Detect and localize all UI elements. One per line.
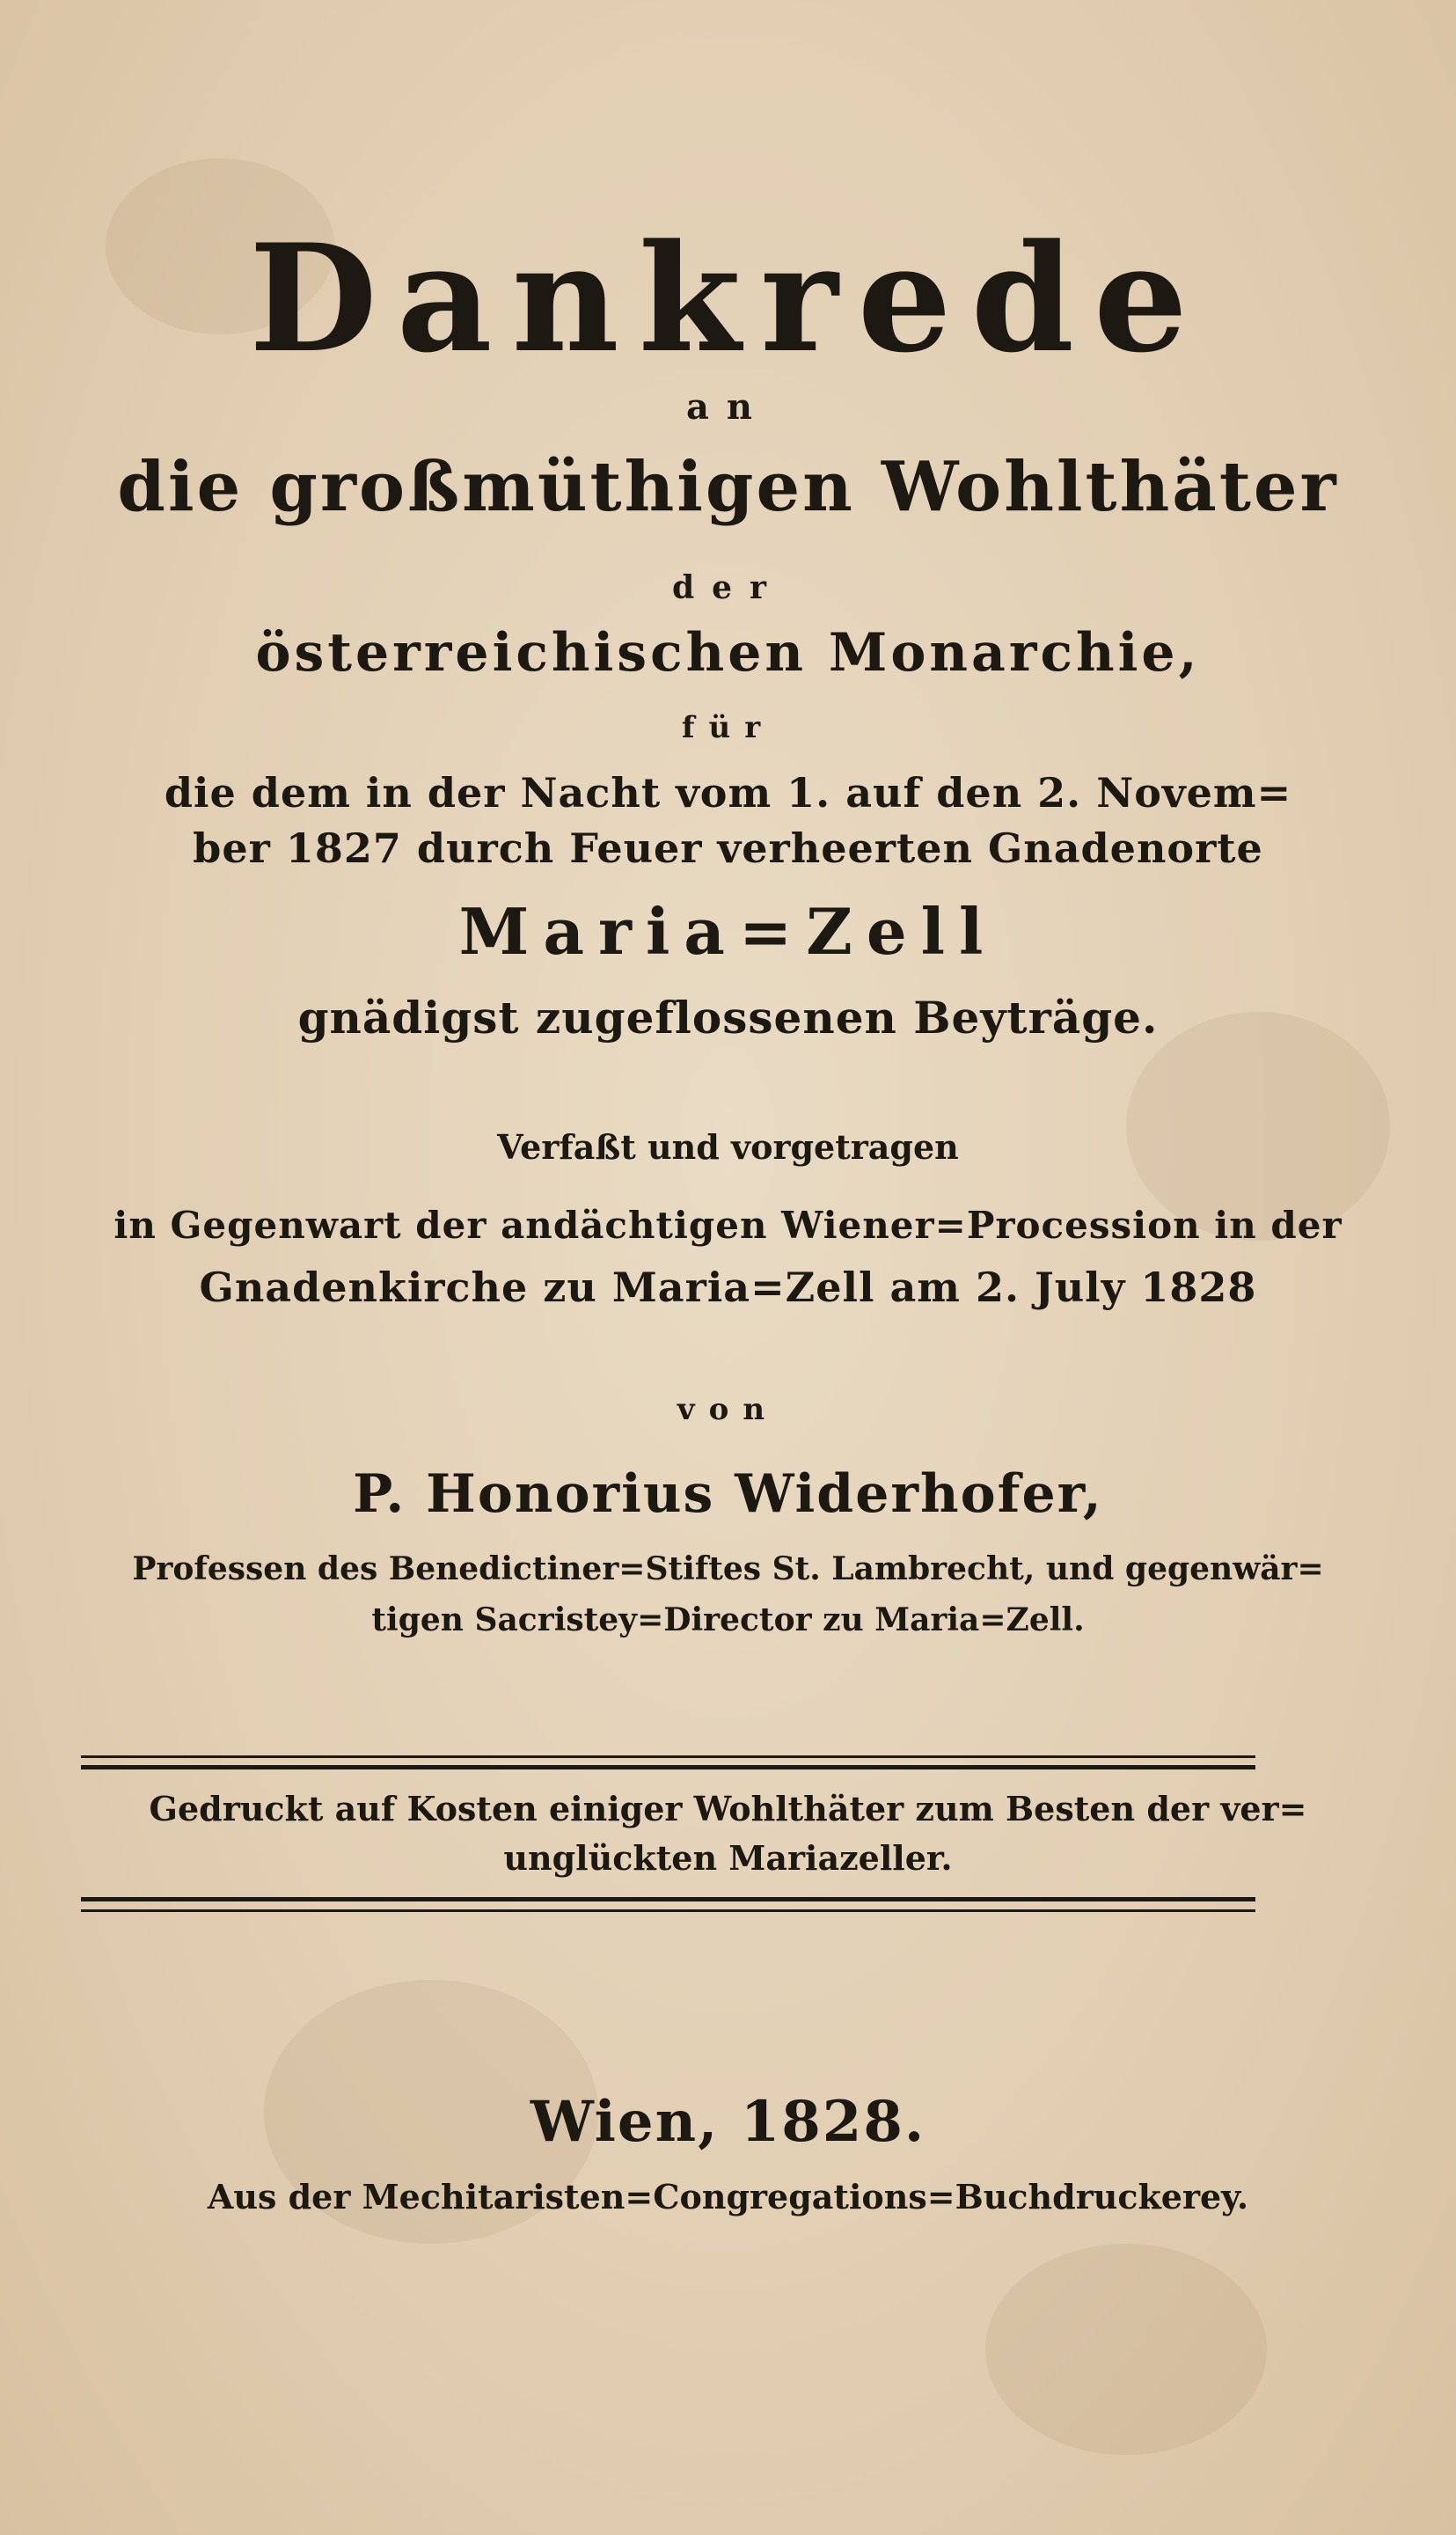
connector-an: an bbox=[686, 386, 770, 428]
occasion-line-2: Gnadenkirche zu Maria=Zell am 2. July 1828 bbox=[199, 1264, 1257, 1311]
place-name: Maria=Zell bbox=[458, 894, 998, 969]
connector-der: der bbox=[671, 569, 785, 606]
paper-stain bbox=[985, 2244, 1267, 2455]
rule-top-2 bbox=[81, 1765, 1255, 1769]
composed-line: Verfaßt und vorgetragen bbox=[497, 1127, 959, 1167]
notice-line-2: unglückten Mariazeller. bbox=[503, 1838, 953, 1878]
author-role-line-1: Professen des Benedictiner=Stiftes St. Lambrecht, und gegenwär= bbox=[132, 1550, 1324, 1587]
main-title: Dankrede bbox=[249, 211, 1207, 385]
body-line-2: ber 1827 durch Feuer verheerten Gnadenorte bbox=[193, 824, 1263, 872]
connector-von: von bbox=[677, 1392, 779, 1427]
imprint-place-year: Wien, 1828. bbox=[530, 2089, 926, 2155]
notice-line-1: Gedruckt auf Kosten einiger Wohlthäter zum Besten der ver= bbox=[149, 1789, 1307, 1828]
subtitle-benefactors: die großmüthigen Wohlthäter bbox=[117, 447, 1339, 527]
body-line-1: die dem in der Nacht vom 1. auf den 2. Novem= bbox=[164, 769, 1292, 817]
author-role-line-2: tigen Sacristey=Director zu Maria=Zell. bbox=[371, 1601, 1085, 1638]
occasion-line-1: in Gegenwart der andächtigen Wiener=Procession in der bbox=[113, 1204, 1343, 1247]
imprint-printer: Aus der Mechitaristen=Congregations=Buchdruckerey. bbox=[207, 2177, 1249, 2216]
author-name: P. Honorius Widerhofer, bbox=[353, 1463, 1103, 1525]
contributions-line: gnädigst zugeflossenen Beyträge. bbox=[297, 992, 1159, 1044]
connector-fuer: für bbox=[681, 710, 775, 745]
subtitle-monarchy: österreichischen Monarchie, bbox=[255, 622, 1201, 684]
rule-bottom-2 bbox=[81, 1909, 1255, 1912]
rule-top-1 bbox=[81, 1755, 1255, 1758]
rule-bottom-1 bbox=[81, 1897, 1255, 1901]
